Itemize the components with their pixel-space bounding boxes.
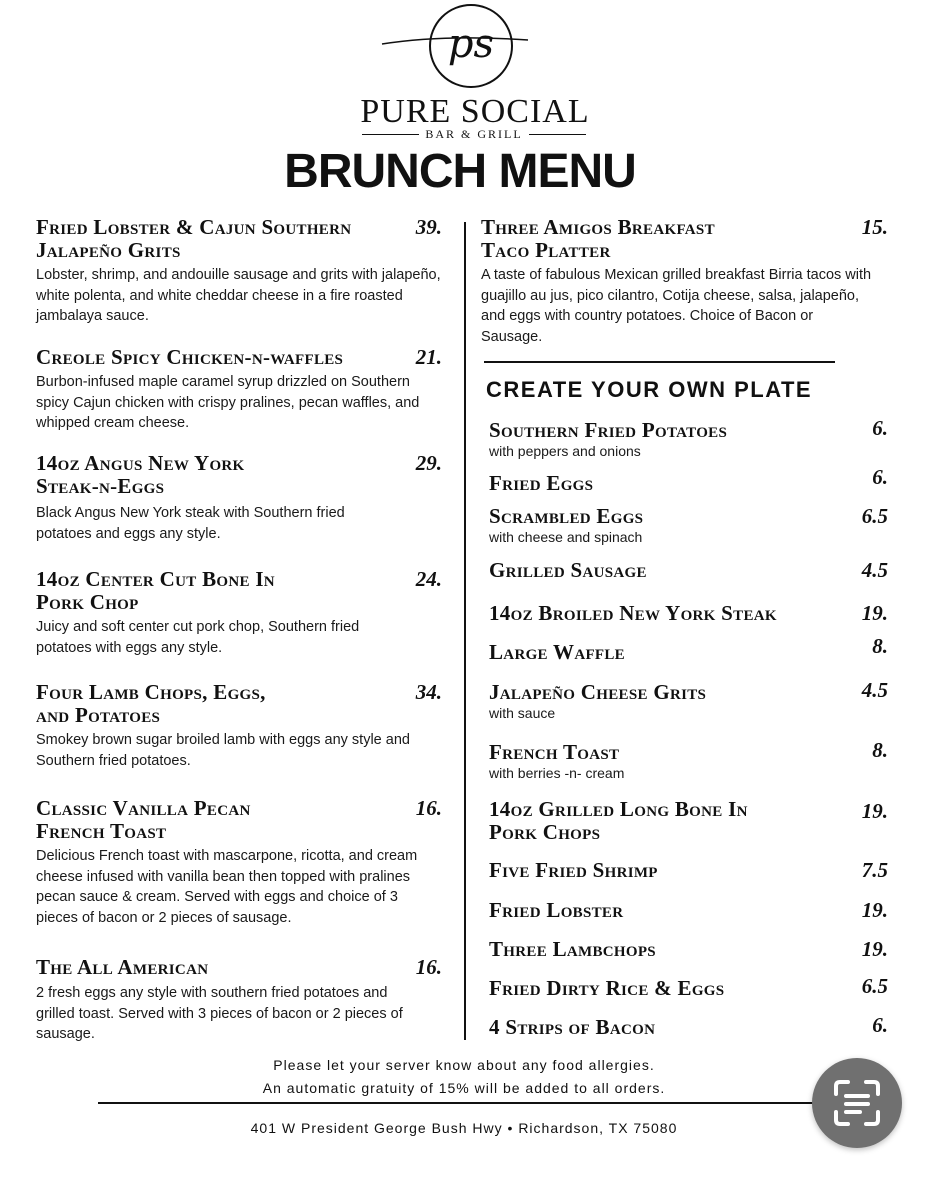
menu-item (36, 568, 442, 658)
menu-item (36, 681, 442, 771)
plate-item (489, 602, 888, 625)
brand-name: PURE SOCIAL (360, 93, 590, 130)
menu-item-feature (481, 216, 888, 347)
plate-item-title: Scrambled Eggs (489, 504, 644, 528)
plate-item-price: 19. (861, 898, 888, 922)
text-scan-icon (812, 1058, 902, 1148)
plate-item-price: 4.5 (861, 558, 888, 582)
plate-item-price: 4.5 (861, 678, 888, 702)
item-description: Black Angus New York steak with Southern fried potatoes and eggs any style. (36, 505, 345, 542)
plate-item-price: 19. (861, 601, 888, 625)
brand-sub-text: BAR & GRILL (425, 127, 523, 141)
item-price: 16. (415, 955, 442, 979)
item-description: Lobster, shrimp, and andouille sausage and grits with jalapeño, white polenta, and white cheddar cheese in a fire roasted jambalaya sauce. (36, 267, 441, 324)
plate-item-price: 19. (861, 937, 888, 961)
logo-monogram: ps (447, 21, 495, 67)
plate-item (489, 1013, 888, 1039)
plate-item-price: 6.5 (861, 974, 888, 998)
item-title: Creole Spicy Chicken-n-waffles (36, 345, 344, 369)
plate-item-price: 8. (872, 634, 888, 658)
plate-item-price: 6. (872, 465, 888, 489)
plate-item-title: 14oz Broiled New York Steak (489, 601, 777, 625)
plate-item (489, 634, 888, 664)
item-description: Smokey brown sugar broiled lamb with eggs any style and Southern fried potatoes. (36, 732, 410, 769)
plate-item (489, 938, 888, 961)
plate-item (489, 559, 888, 582)
plate-item-title: Three Lambchops (489, 937, 656, 961)
plate-item-title: 14oz Grilled Long Bone In Pork Chops (489, 797, 748, 844)
item-title: Fried Lobster & Cajun Southern Jalapeño Grits (36, 215, 352, 262)
menu-title: BRUNCH MENU (284, 145, 636, 198)
item-description: Juicy and soft center cut pork chop, Southern fried potatoes with eggs any style. (36, 619, 360, 656)
item-price: 24. (415, 567, 442, 591)
item-price: 16. (415, 796, 442, 820)
plate-item-price: 7.5 (861, 858, 888, 882)
plate-item (489, 899, 888, 922)
plate-item-title: Fried Lobster (489, 898, 624, 922)
gratuity-note: An automatic gratuity of 15% will be added to all orders. (262, 1080, 666, 1096)
item-description: 2 fresh eggs any style with southern fried potatoes and grilled toast. Served with 3 pieces of bacon or 2 pieces of sausage. (36, 985, 403, 1042)
item-price: 39. (415, 215, 442, 239)
plate-item-title: Fried Eggs (489, 471, 594, 495)
item-title: The All American (36, 955, 209, 979)
item-price: 15. (861, 215, 888, 239)
text-scan-button[interactable] (812, 1058, 902, 1148)
create-plate-rule (484, 361, 835, 363)
plate-item-price: 6. (872, 1013, 888, 1037)
item-price: 29. (415, 451, 442, 475)
item-title: 14oz Angus New York Steak-n-Eggs (36, 451, 245, 498)
create-plate-title: CREATE YOUR OWN PLATE (486, 377, 813, 402)
item-price: 21. (415, 345, 442, 369)
plate-item-title: 4 Strips of Bacon (489, 1015, 656, 1039)
plate-item-price: 8. (872, 738, 888, 762)
plate-item-price: 19. (861, 799, 888, 823)
footer-rule (98, 1102, 820, 1104)
plate-item (489, 738, 888, 782)
menu-item (36, 346, 442, 434)
item-description: A taste of fabulous Mexican grilled breakfast Birria tacos with guajillo au jus, pico cilantro, Cotija cheese, salsa, jalapeño, and eggs with country potatoes. Choice of Bacon or Sausage. (481, 267, 872, 345)
plate-item-price: 6. (872, 416, 888, 440)
address-city: Richardson, TX 75080 (518, 1120, 678, 1136)
plate-item (489, 465, 888, 495)
menu-item (36, 956, 442, 1045)
address (0, 1119, 928, 1137)
plate-item-sub: with cheese and spinach (489, 529, 643, 545)
plate-item-sub: with berries -n- cream (489, 765, 625, 781)
item-title: Four Lamb Chops, Eggs, and Potatoes (36, 680, 266, 727)
item-title: Classic Vanilla Pecan French Toast (36, 796, 251, 843)
plate-item-title: Grilled Sausage (489, 558, 647, 582)
bullet-separator: • (507, 1120, 514, 1136)
menu-item (36, 452, 442, 544)
item-description: Delicious French toast with mascarpone, ricotta, and cream cheese infused with vanilla bean then topped with pralines pecan sauce & cream. Served with eggs and choice of 3 pieces of bacon or 2 pieces of sausage. (36, 848, 418, 926)
item-title: Three Amigos Breakfast Taco Platter (481, 215, 715, 262)
plate-item (489, 678, 888, 722)
address-street: 401 W President George Bush Hwy (250, 1120, 503, 1136)
plate-item (489, 859, 888, 882)
plate-item-title: Fried Dirty Rice & Eggs (489, 976, 725, 1000)
plate-item-title: French Toast (489, 740, 620, 764)
plate-item-title: Five Fried Shrimp (489, 858, 658, 882)
plate-item-sub: with peppers and onions (489, 443, 641, 459)
plate-item-title: Jalapeño Cheese Grits (489, 680, 707, 704)
plate-item (489, 416, 888, 460)
plate-item-title: Large Waffle (489, 640, 625, 664)
allergy-note: Please let your server know about any food allergies. (273, 1057, 655, 1073)
plate-item-title: Southern Fried Potatoes (489, 418, 728, 442)
menu-item (36, 797, 442, 928)
item-description: Burbon-infused maple caramel syrup drizzled on Southern spicy Cajun chicken with crispy pralines, pecan waffles, and whipped cream cheese. (36, 374, 420, 431)
item-title: 14oz Center Cut Bone In Pork Chop (36, 567, 275, 614)
item-price: 34. (415, 680, 442, 704)
plate-item-price: 6.5 (861, 504, 888, 528)
plate-item (489, 974, 888, 1000)
subtitle-rule-right (529, 134, 586, 135)
plate-item (489, 798, 888, 844)
menu-item (36, 216, 442, 327)
subtitle-rule-left (362, 134, 419, 135)
plate-item-sub: with sauce (489, 705, 556, 721)
plate-item (489, 505, 888, 546)
column-divider (464, 222, 466, 1040)
